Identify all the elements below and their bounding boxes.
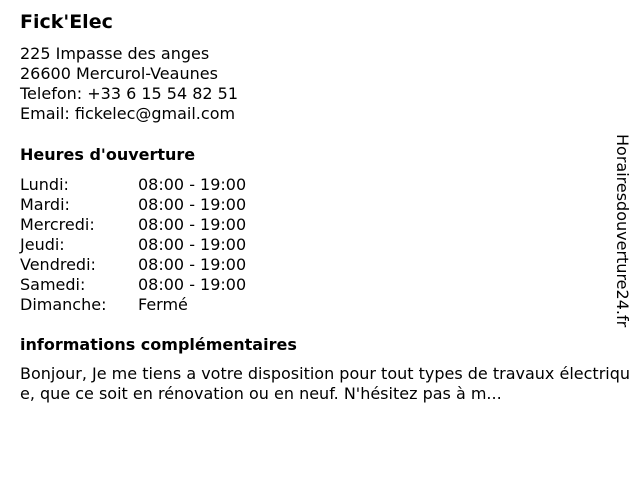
- day-label: Dimanche:: [20, 295, 107, 314]
- additional-info-heading: informations complémentaires: [20, 335, 297, 354]
- address-city: 26600 Mercurol-Veaunes: [20, 64, 218, 83]
- day-label: Jeudi:: [20, 235, 65, 254]
- phone-number: Telefon: +33 6 15 54 82 51: [20, 84, 239, 103]
- hours-row-sunday: [20, 295, 246, 315]
- opening-hours-heading: Heures d'ouverture: [20, 145, 196, 164]
- email-address: Email: fickelec@gmail.com: [20, 104, 236, 123]
- business-description: Bonjour, Je me tiens a votre disposition pour tout types de travaux électrique, que ce soit en rénovation ou en neuf. N'hésitez pas à m...: [20, 364, 631, 403]
- day-hours: 08:00 - 19:00: [138, 235, 247, 254]
- hours-row-friday: [20, 255, 246, 275]
- business-contact: [20, 44, 238, 124]
- day-label: Mercredi:: [20, 215, 95, 234]
- hours-row-saturday: [20, 275, 246, 295]
- day-hours: 08:00 - 19:00: [138, 195, 247, 214]
- hours-row-tuesday: [20, 195, 246, 215]
- day-label: Vendredi:: [20, 255, 96, 274]
- hours-row-monday: [20, 175, 246, 195]
- address-street: 225 Impasse des anges: [20, 44, 210, 63]
- hours-row-wednesday: [20, 215, 246, 235]
- day-label: Lundi:: [20, 175, 69, 194]
- day-hours: 08:00 - 19:00: [138, 215, 247, 234]
- hours-row-thursday: [20, 235, 246, 255]
- business-name: Fick'Elec: [20, 11, 113, 33]
- day-hours: 08:00 - 19:00: [138, 175, 247, 194]
- day-hours: Fermé: [138, 295, 188, 314]
- opening-hours-table: [20, 175, 246, 315]
- site-watermark: Horairesdouverture24.fr: [613, 134, 632, 328]
- day-hours: 08:00 - 19:00: [138, 275, 247, 294]
- day-hours: 08:00 - 19:00: [138, 255, 247, 274]
- day-label: Samedi:: [20, 275, 86, 294]
- day-label: Mardi:: [20, 195, 70, 214]
